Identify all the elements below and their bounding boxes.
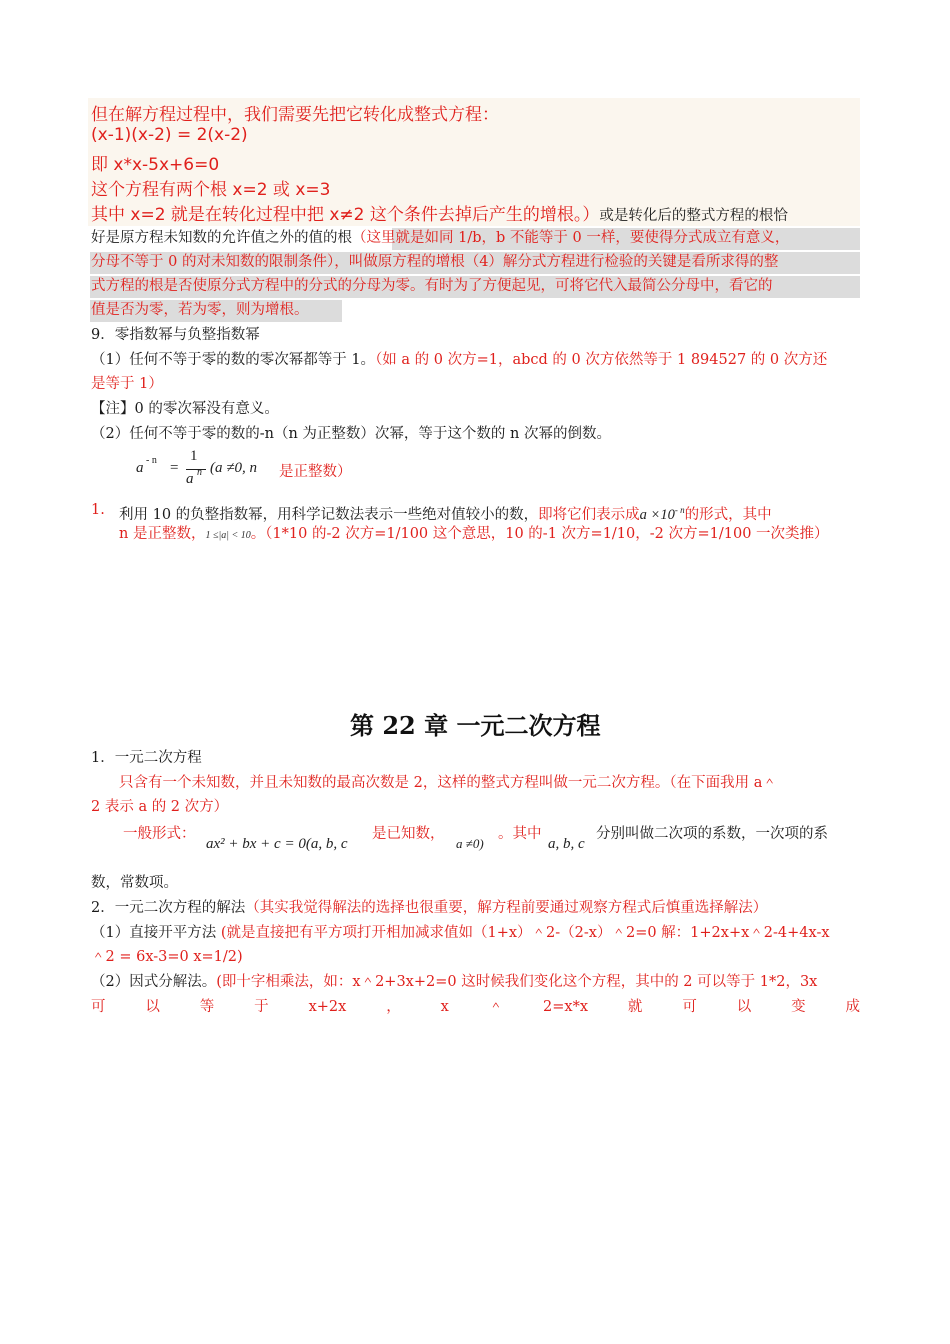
top-line-5-red: 其中 x=2 就是在转化过程中把 x≠2 这个条件去掉后产生的增根。） [91,205,600,225]
list-1-number: 1. [91,502,105,518]
formula-numerator: 1 [190,448,198,464]
top-line-5-black: 或是转化后的整式方程的根恰 [599,208,788,224]
justified-word: x [440,999,449,1015]
s2-method-2 [91,970,817,995]
justified-word: ， [386,999,401,1015]
s2-method-1 [91,921,830,946]
formula-condition: (a ≠0, n [210,460,257,476]
top-line-1: 但在解方程过程中，我们需要先把它转化成整式方程： [91,105,499,125]
justified-word: 以 [145,999,160,1015]
list-1-red-b: 的形式，其中 [684,506,772,523]
top-line-6-black: 好是原方程未知数的允许值之外的值的根 [91,230,352,246]
s1-general-coeff: 分别叫做二次项的系数，一次项的系 [596,826,828,842]
justified-word: 可 [682,999,697,1015]
s2-method-2-red: (即十字相乘法，如：x＾2+3x+2=0 这时候我们变化这个方程，其中的 2 可以等于 1*2，3x [216,974,818,990]
justified-word: x+2x [308,999,347,1015]
top-line-5 [91,200,788,229]
top-line-2: (x-1)(x-2) = 2(x-2) [91,125,248,145]
abs-range-formula: 1 ≤|a| < 10 [205,530,251,541]
list-1-red-a: 即将它们表示成 [538,506,640,523]
list-1-red-d: 。（1*10 的-2 次方=1/100 这个意思，10 的-1 次方=1/10，-2 次方=1/100 一次类推） [250,526,829,542]
section-9-note: 【注】0 的零次幂没有意义。 [91,401,279,417]
s2-method-2-black: （2）因式分解法。 [91,974,217,990]
section-9-heading: 9．零指数幂与负整指数幂 [91,327,260,343]
formula-base: a [136,460,144,476]
section-9-para-1 [91,348,827,373]
justified-word: 以 [736,999,752,1015]
chapter-title: 第 22 章 一元二次方程 [350,711,601,740]
s1-general-condition: a ≠0) [456,836,484,851]
formula-condition-red: 是正整数） [279,464,352,480]
formula-denominator-base: a [186,471,194,487]
s1-general-tail: 数，常数项。 [91,875,178,891]
justified-word: ＾ [488,999,504,1015]
s2-heading-black: 2．一元二次方程的解法 [91,900,246,916]
formula-equals: = [170,460,179,476]
fraction-bar [186,469,206,470]
s2-heading-red: （其实我觉得解法的选择也很重要，解方程前要通过观察方程式后慎重选择解法） [245,900,768,916]
s2-method-1-black: （1）直接开平方法 [91,925,217,941]
top-line-7: 分母不等于 0 的对未知数的限制条件），叫做原方程的增根（4）解分式方程进行检验的关键是看所求得的整 [91,254,779,270]
justified-word: 变 [791,999,806,1015]
section-9-para-1-cont: 是等于 1） [91,376,163,392]
sci-notation-exponent: - n [674,505,685,515]
s1-general-red-2: 。其中 [498,826,542,842]
justified-word: 可 [91,999,106,1015]
top-line-9: 值是否为零，若为零，则为增根。 [91,302,309,318]
list-1-black: 利用 10 的负整指数幂，用科学记数法表示一些绝对值较小的数， [119,506,539,523]
s2-method-1-cont: ＾2 = 6x-3=0 x=1/2) [91,949,243,965]
s1-general-mid: 是已知数， [372,826,445,842]
section-9-para-2: （2）任何不等于零的数的-n（n 为正整数）次幂，等于这个数的 n 次幂的倒数。 [91,426,611,442]
section-9-para-1-black: （1）任何不等于零的数的零次幂都等于 1。 [91,352,376,368]
top-line-6 [91,226,789,251]
list-1-line-2 [119,522,829,549]
formula-exponent: - n [146,455,157,466]
s1-general-label: 一般形式： [123,826,196,842]
s2-method-1-red: (就是直接把有平方项打开相加减求值如（1+x）＾2-（2-x）＾2=0 解：1+2x+x＾2-4+4x-x [216,925,830,941]
section-9-para-1-red: （如 a 的 0 次方=1，abcd 的 0 次方依然等于 1 894527 的 0 次方还 [375,352,828,368]
s1-definition-1: 只含有一个未知数，并且未知数的最高次数是 2，这样的整式方程叫做一元二次方程。（在下面我用 a＾ [119,775,777,791]
top-line-4: 这个方程有两个根 x=2 或 x=3 [91,180,331,200]
s1-general-abc: a, b, c [548,836,585,852]
justified-word: 等 [199,999,215,1015]
s2-heading [91,896,767,921]
list-1-red-c: n 是正整数， [119,526,206,542]
s1-general-formula: ax² + bx + c = 0(a, b, c [206,836,348,852]
top-line-3: 即 x*x-5x+6=0 [91,155,220,175]
s2-method-2-justified [91,995,860,1020]
top-line-8: 式方程的根是否使原分式方程中的分式的分母为零。有时为了方便起见，可将它代入最简公分母中，看它的 [91,278,773,294]
justified-word: 就 [627,999,643,1015]
sci-notation-formula: a ×10 [639,506,675,523]
top-line-6-red: （这里就是如同 1/b，b 不能等于 0 一样，要使得分式成立有意义， [352,230,790,246]
s1-heading: 1．一元二次方程 [91,750,202,766]
justified-word: 2=x*x [543,999,589,1015]
justified-word: 成 [845,999,860,1015]
s1-definition-2: 2 表示 a 的 2 次方） [91,799,229,815]
justified-word: 于 [254,999,269,1015]
formula-denominator-exp: n [197,467,202,478]
